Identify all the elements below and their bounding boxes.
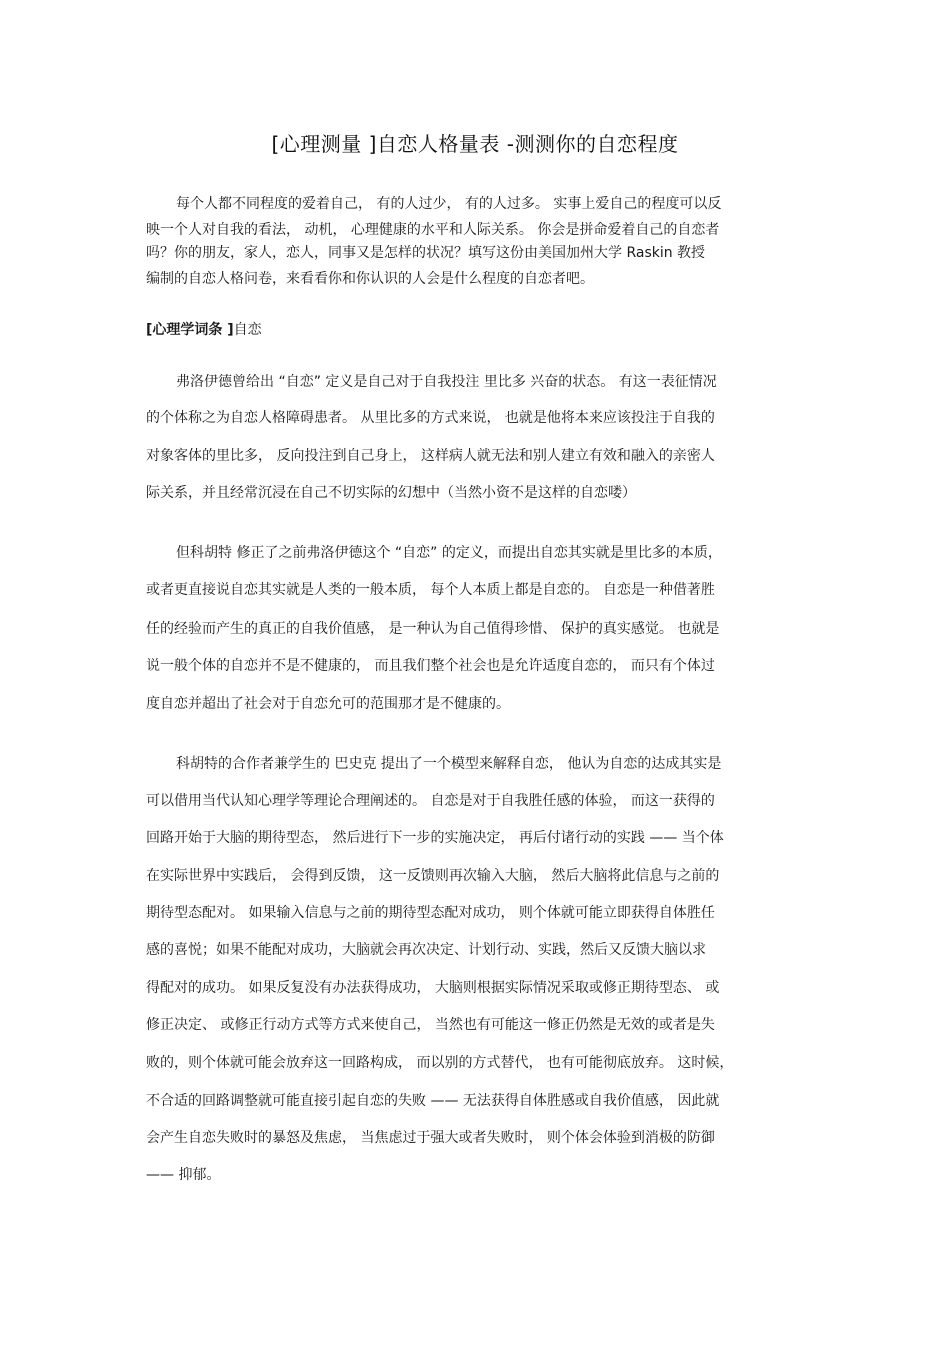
intro-line: 每个人都不同程度的爱着自己， 有的人过少， 有的人过多。 实事上爱自己的程度可以反 bbox=[176, 196, 722, 212]
section-heading-tag: [心理学词条 ] bbox=[146, 322, 234, 338]
intro-line: 吗？你的朋友，家人，恋人，同事又是怎样的状况？填写这份由美国加州大学 Raskin 教授 bbox=[146, 245, 706, 261]
para3-line: 科胡特的合作者兼学生的 巴史克 提出了一个模型来解释自恋， 他认为自恋的达成其实是 bbox=[176, 756, 722, 772]
para1-line: 对象客体的里比多， 反向投注到自己身上， 这样病人就无法和别人建立有效和融入的亲密人 bbox=[146, 448, 715, 464]
para2-line: 任的经验而产生的真正的自我价值感， 是一种认为自己值得珍惜、 保护的真实感觉。 也就是 bbox=[146, 621, 720, 637]
para3-line: 期待型态配对。 如果输入信息与之前的期待型态配对成功， 则个体就可能立即获得自体胜任 bbox=[146, 905, 715, 921]
para3-line: 修正决定、 或修正行动方式等方式来使自己， 当然也有可能这一修正仍然是无效的或者是失 bbox=[146, 1017, 715, 1033]
section-heading bbox=[146, 320, 262, 340]
para3-line: 感的喜悦；如果不能配对成功，大脑就会再次决定、计划行动、实践，然后又反馈大脑以求 bbox=[146, 942, 706, 958]
intro-line: 映一个人对自我的看法， 动机， 心理健康的水平和人际关系。 你会是拼命爱着自己的自恋者 bbox=[146, 222, 720, 238]
para3-line: 败的，则个体就可能会放弃这一回路构成， 而以别的方式替代， 也有可能彻底放弃。 这时候， bbox=[146, 1055, 734, 1071]
para2-line: 说一般个体的自恋并不是不健康的， 而且我们整个社会也是允许适度自恋的， 而只有个体过 bbox=[146, 658, 715, 674]
para3-line: —— 抑郁。 bbox=[146, 1167, 221, 1183]
para3-line: 得配对的成功。 如果反复没有办法获得成功， 大脑则根据实际情况采取或修正期待型态、 或 bbox=[146, 980, 720, 996]
para3-line: 会产生自恋失败时的暴怒及焦虑， 当焦虑过于强大或者失败时， 则个体会体验到消极的防御 bbox=[146, 1130, 715, 1146]
para3-line: 可以借用当代认知心理学等理论合理阐述的。 自恋是对于自我胜任感的体验， 而这一获得的 bbox=[146, 793, 715, 809]
para2-line: 但科胡特 修正了之前弗洛伊德这个 “自恋” 的定义，而提出自恋其实就是里比多的本质， bbox=[176, 545, 722, 561]
para3-line: 不合适的回路调整就可能直接引起自恋的失败 —— 无法获得自体胜感或自我价值感， 因此就 bbox=[146, 1093, 720, 1109]
para1-line: 际关系，并且经常沉浸在自己不切实际的幻想中（当然小资不是这样的自恋喽） bbox=[146, 485, 636, 501]
para2-line: 或者更直接说自恋其实就是人类的一般本质， 每个人本质上都是自恋的。 自恋是一种借著胜 bbox=[146, 582, 715, 598]
para3-line: 回路开始于大脑的期待型态， 然后进行下一步的实施决定， 再后付诸行动的实践 —— 当个体 bbox=[146, 830, 724, 846]
para2-line: 度自恋并超出了社会对于自恋允可的范围那才是不健康的。 bbox=[146, 696, 510, 712]
document-title: [心理测量 ]自恋人格量表 -测测你的自恋程度 bbox=[271, 132, 679, 156]
intro-line: 编制的自恋人格问卷，来看看你和你认识的人会是什么程度的自恋者吧。 bbox=[146, 271, 594, 287]
para3-line: 在实际世界中实践后， 会得到反馈， 这一反馈则再次输入大脑， 然后大脑将此信息与之前的 bbox=[146, 868, 720, 884]
section-heading-term: 自恋 bbox=[233, 322, 262, 338]
para1-line: 弗洛伊德曾给出 “自恋” 定义是自己对于自我投注 里比多 兴奋的状态。 有这一表征情况 bbox=[176, 374, 717, 390]
para1-line: 的个体称之为自恋人格障碍患者。 从里比多的方式来说， 也就是他将本来应该投注于自我的 bbox=[146, 410, 715, 426]
